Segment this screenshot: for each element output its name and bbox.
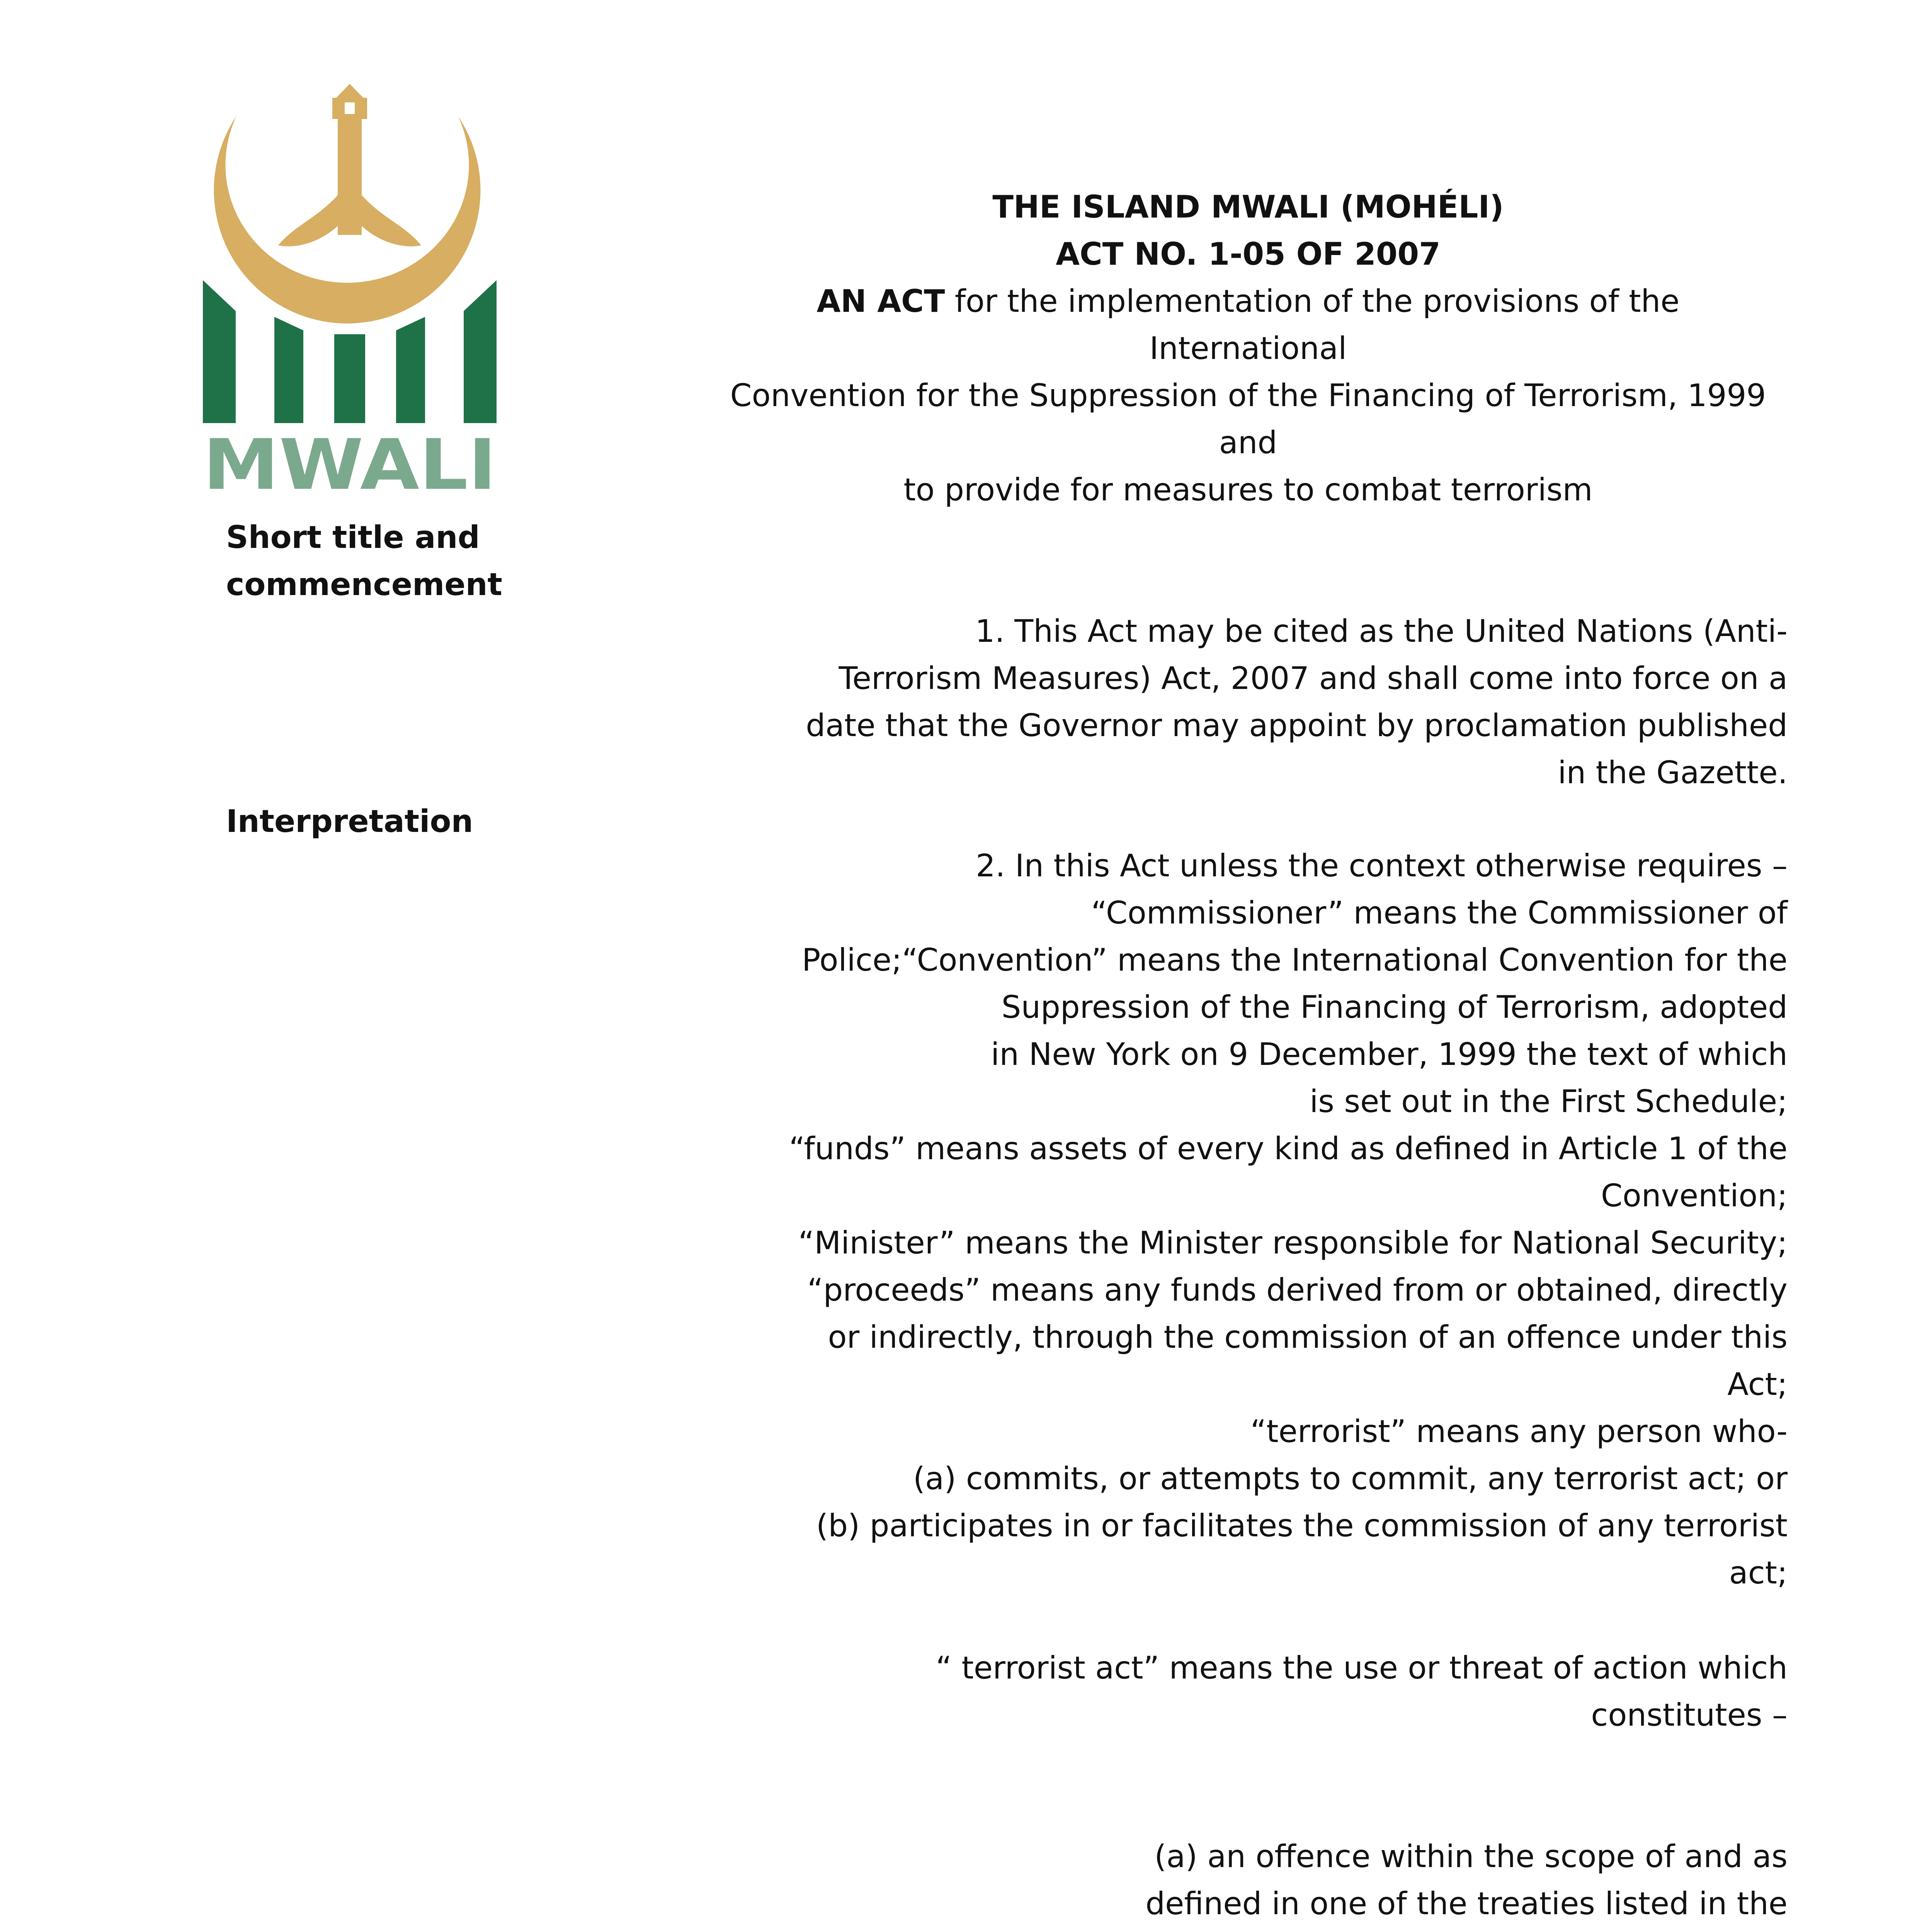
section-2-line: “Minister” means the Minister responsible for National Security;: [798, 1225, 1788, 1261]
heading-line4: Convention for the Suppression of the Financing of Terrorism, 1999 and: [730, 378, 1766, 461]
section-1-line: in the Gazette.: [1558, 755, 1788, 791]
section-2-line: (b) participates in or facilitates the commission of any terrorist: [816, 1508, 1788, 1544]
left-wing: [278, 195, 338, 247]
section-2-line: “terrorist” means any person who-: [1250, 1413, 1788, 1449]
terrorist-act-item-line: (a) an offence within the scope of and as: [1154, 1838, 1788, 1874]
heading-an-act: AN ACT: [816, 283, 945, 319]
green-bar-4: [396, 317, 425, 423]
terrorist-act-item-line: [985, 1927, 1788, 1932]
section-2-line: act;: [1729, 1555, 1788, 1591]
section-1-line: 1. This Act may be cited as the United Nations (Anti-: [975, 613, 1788, 649]
tower-body: [338, 119, 362, 235]
section-2-line: Act;: [1727, 1366, 1788, 1402]
section-2-line: “Commissioner” means the Commissioner of: [1091, 895, 1788, 931]
heading-act-line: [723, 278, 1774, 372]
heading-line5: to provide for measures to combat terrorism: [903, 472, 1593, 508]
green-bar-1: [203, 280, 236, 423]
tower-cap: [336, 84, 363, 98]
section-1: [806, 608, 1788, 796]
green-bar-2: [274, 317, 303, 423]
right-wing: [362, 195, 421, 247]
green-bar-5: [464, 280, 497, 423]
heading-island: THE ISLAND MWALI (MOHÉLI): [992, 189, 1504, 225]
section-2-line: Suppression of the Financing of Terrorism, adopted: [1001, 989, 1788, 1025]
section-2-line: “proceeds” means any funds derived from or obtained, directly: [807, 1272, 1788, 1308]
terrorist-act-items: [985, 1833, 1788, 1932]
green-bar-3: [334, 334, 365, 423]
section-2-line: 2. In this Act unless the context otherwise requires –: [976, 848, 1788, 884]
section-2-line: or indirectly, through the commission of an offence under this: [828, 1319, 1788, 1355]
mwali-logo: [201, 79, 498, 493]
sidebar-short-title: [226, 514, 502, 608]
section-1-line: Terrorism Measures) Act, 2007 and shall come into force on a: [839, 660, 1788, 696]
section-2: [789, 842, 1788, 1597]
section-2-line: Convention;: [1601, 1178, 1788, 1214]
tower-window: [345, 102, 355, 114]
sidebar-short-title-line2: commencement: [226, 566, 502, 602]
section-1-line: date that the Governor may appoint by proclamation published: [806, 707, 1788, 743]
section-2-line: (a) commits, or attempts to commit, any terrorist act; or: [913, 1461, 1788, 1497]
terrorist-act-line: constitutes –: [1591, 1697, 1788, 1733]
section-2-line: Police;“Convention” means the International Convention for the: [802, 942, 1788, 978]
section-2-line: “funds” means assets of every kind as defined in Article 1 of the: [789, 1131, 1788, 1167]
heading-act-number: ACT NO. 1-05 OF 2007: [1056, 236, 1441, 272]
section-2-line: in New York on 9 December, 1999 the text of which: [991, 1036, 1788, 1072]
logo-text: MWALI: [203, 425, 497, 493]
terrorist-act-line: “ terrorist act” means the use or threat of action which: [936, 1650, 1788, 1686]
act-heading: [723, 184, 1774, 514]
terrorist-act-definition: [936, 1645, 1788, 1739]
terrorist-act-item-line: defined in one of the treaties listed in the: [1145, 1886, 1788, 1922]
section-2-line: is set out in the First Schedule;: [1310, 1083, 1788, 1119]
sidebar-interpretation: Interpretation: [226, 803, 473, 839]
heading-act-rest: for the implementation of the provisions of the International: [945, 283, 1680, 366]
sidebar-short-title-line1: Short title and: [226, 519, 480, 555]
